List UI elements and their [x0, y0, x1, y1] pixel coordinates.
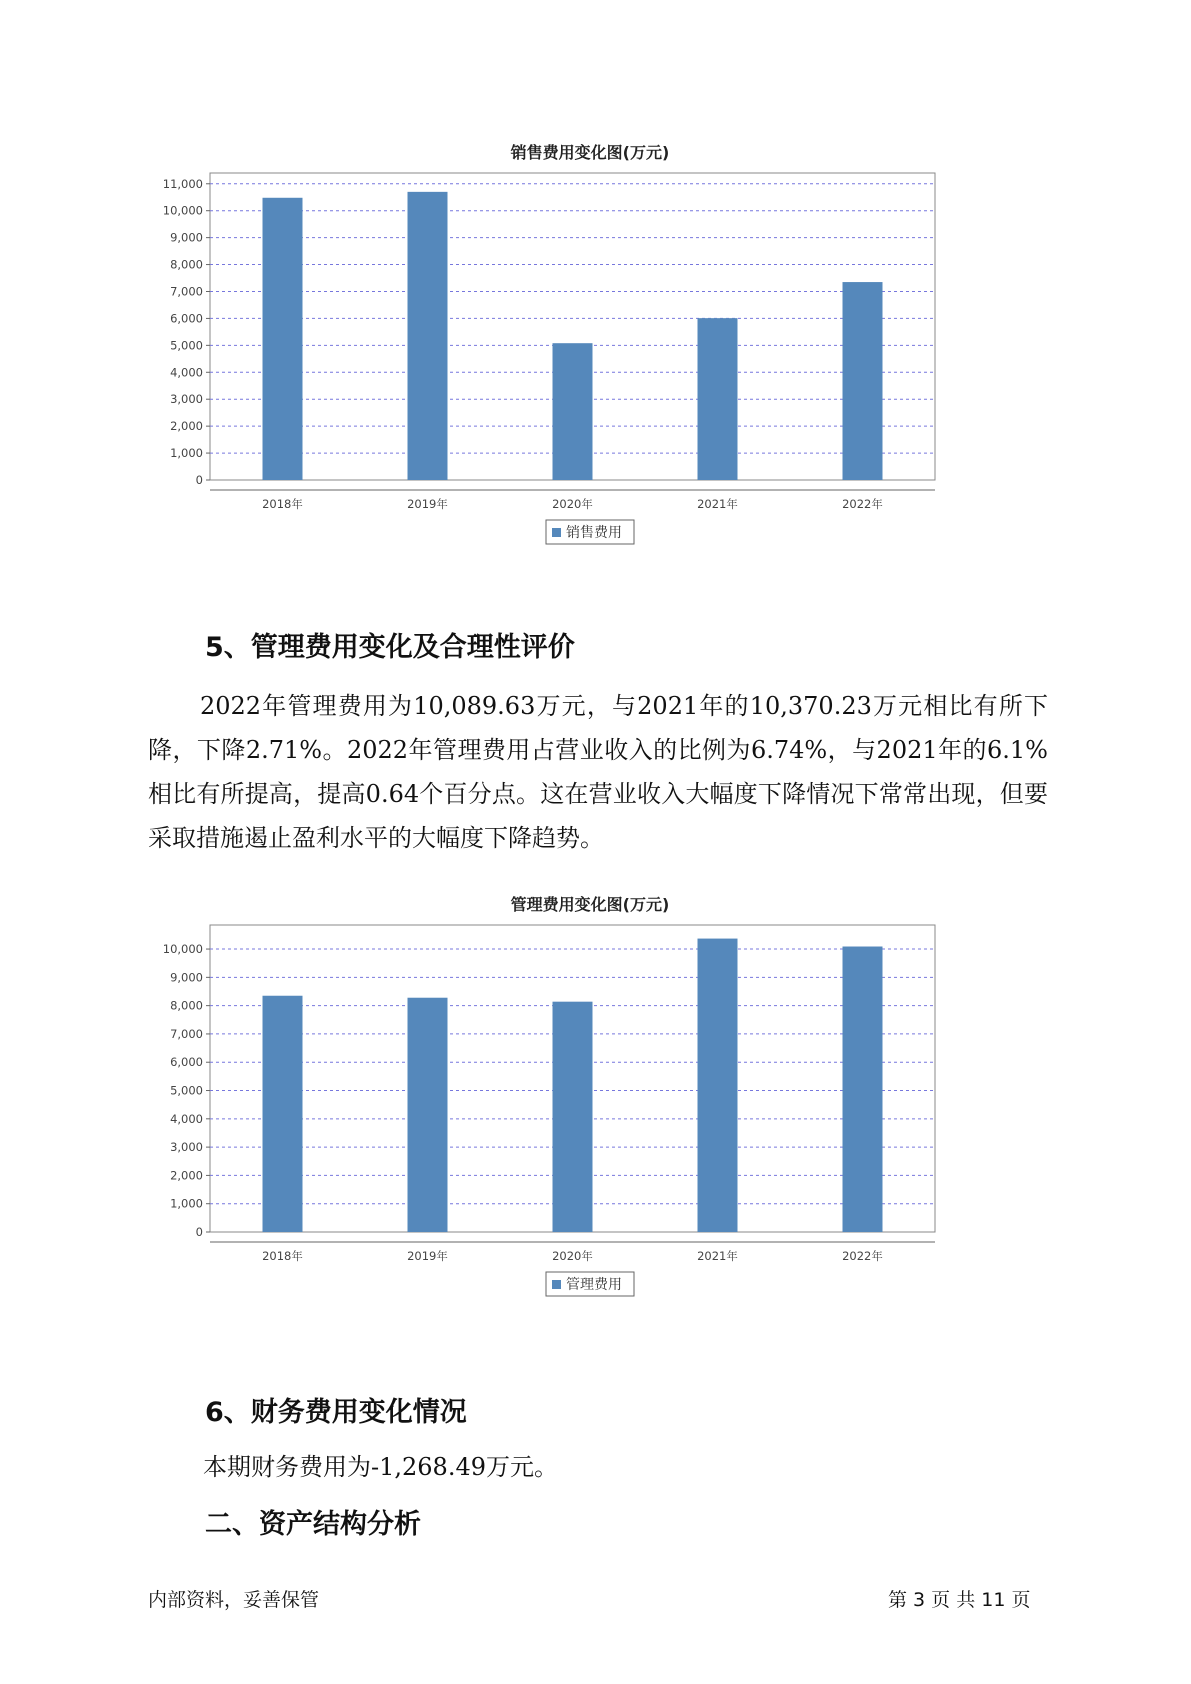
y-tick-label: 5,000 [170, 1083, 203, 1098]
y-tick-label: 2,000 [170, 419, 203, 434]
x-tick-label: 2021年 [697, 1249, 738, 1263]
y-tick-label: 3,000 [170, 392, 203, 407]
bar-2022年 [843, 947, 883, 1232]
y-tick-label: 10,000 [162, 203, 203, 218]
section-6-paragraph: 本期财务费用为-1,268.49万元。 [203, 1453, 558, 1481]
y-tick-label: 1,000 [170, 446, 203, 461]
y-tick-label: 6,000 [170, 1055, 203, 1070]
bar-2018年 [263, 198, 303, 480]
x-tick-label: 2022年 [842, 1249, 883, 1263]
x-tick-label: 2019年 [407, 497, 448, 511]
legend-label: 管理费用 [566, 1277, 622, 1293]
y-tick-label: 7,000 [170, 284, 203, 299]
y-tick-label: 1,000 [170, 1196, 203, 1211]
x-tick-label: 2021年 [697, 497, 738, 511]
bar-2020年 [553, 1002, 593, 1232]
y-tick-label: 0 [195, 473, 203, 487]
x-tick-label: 2022年 [842, 497, 883, 511]
bar-2022年 [843, 282, 883, 480]
section-two-heading: 二、资产结构分析 [205, 1509, 421, 1540]
y-tick-label: 2,000 [170, 1168, 203, 1183]
bar-2019年 [408, 192, 448, 480]
bar-2019年 [408, 998, 448, 1232]
section-6-heading: 6、财务费用变化情况 [205, 1397, 467, 1428]
section-5-heading: 5、管理费用变化及合理性评价 [205, 632, 575, 663]
chart-title: 销售费用变化图(万元) [510, 143, 670, 162]
y-tick-label: 9,000 [170, 230, 203, 245]
y-tick-label: 10,000 [162, 942, 203, 957]
footer-page-number: 第 3 页 共 11 页 [888, 1589, 1031, 1611]
admin-expense-chart-svg [140, 880, 1040, 1350]
footer-confidential: 内部资料，妥善保管 [148, 1589, 320, 1611]
y-tick-label: 0 [195, 1225, 203, 1239]
sales-expense-chart-svg [140, 128, 1040, 598]
bar-2018年 [263, 996, 303, 1232]
x-tick-label: 2019年 [407, 1249, 448, 1263]
y-tick-label: 7,000 [170, 1026, 203, 1041]
y-tick-label: 6,000 [170, 311, 203, 326]
bar-2020年 [553, 343, 593, 480]
sales-expense-chart [140, 128, 1040, 598]
legend-swatch [552, 1280, 561, 1289]
y-tick-label: 8,000 [170, 257, 203, 272]
x-tick-label: 2018年 [262, 1249, 303, 1263]
y-tick-label: 4,000 [170, 1111, 203, 1126]
bar-2021年 [698, 939, 738, 1232]
admin-expense-chart [140, 880, 1040, 1350]
y-tick-label: 3,000 [170, 1140, 203, 1155]
chart-title: 管理费用变化图(万元) [510, 895, 670, 914]
bar-2021年 [698, 318, 738, 480]
legend-label: 销售费用 [566, 525, 622, 541]
x-tick-label: 2020年 [552, 1249, 593, 1263]
section-5-paragraph: 2022年管理费用为10,089.63万元，与2021年的10,370.23万元相比有所下降，下降2.71%。2022年管理费用占营业收入的比例为6.74%，与2021年的6.1%相比有所提高，提高0.64个百分点。这在营业收入大幅度下降情况下常常出现，但要采取措施遏止盈利水平的大幅度下降趋势。 [148, 692, 1048, 852]
x-tick-label: 2020年 [552, 497, 593, 511]
x-tick-label: 2018年 [262, 497, 303, 511]
y-tick-label: 9,000 [170, 970, 203, 985]
y-tick-label: 5,000 [170, 338, 203, 353]
legend-swatch [552, 528, 561, 537]
y-tick-label: 4,000 [170, 365, 203, 380]
y-tick-label: 11,000 [162, 176, 203, 191]
y-tick-label: 8,000 [170, 998, 203, 1013]
